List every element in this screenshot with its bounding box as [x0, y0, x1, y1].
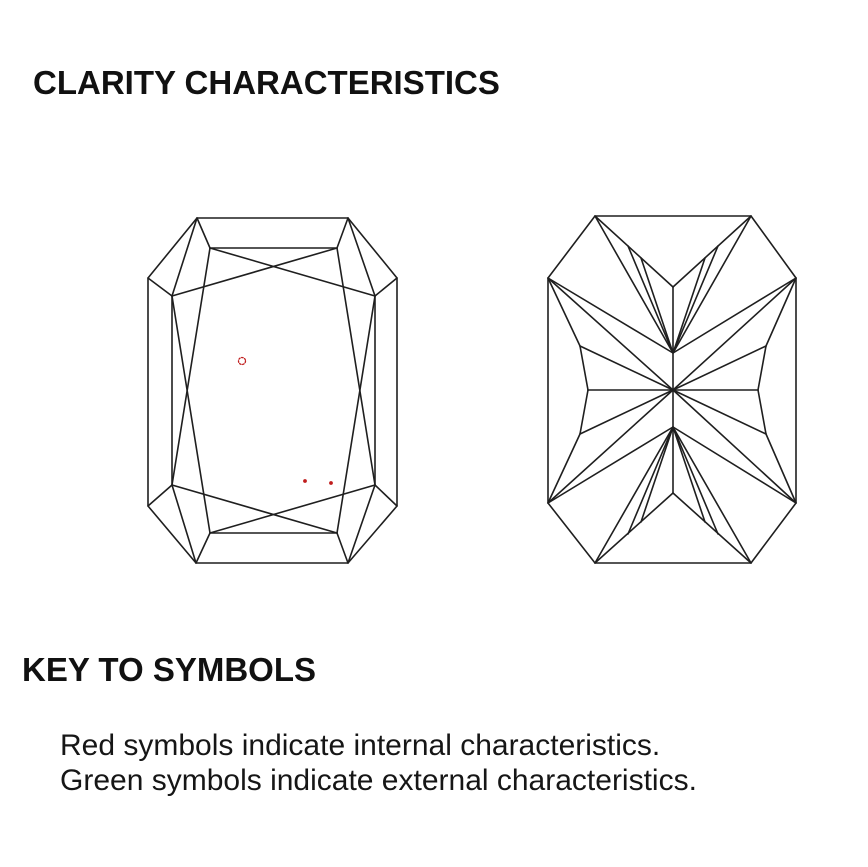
- pavilion-view-diagram-facet-line: [580, 390, 673, 434]
- crown-view-diagram-facet-line: [375, 278, 397, 296]
- page-title: CLARITY CHARACTERISTICS: [33, 64, 500, 101]
- pavilion-view-diagram-facet-line: [766, 434, 796, 503]
- crown-view-diagram-facet-line: [348, 218, 375, 296]
- pavilion-view-diagram-facet-line: [758, 390, 766, 434]
- pavilion-view-diagram-facet-line: [595, 493, 673, 563]
- crown-view-diagram-facet-line: [148, 278, 172, 296]
- key-line-internal: Red symbols indicate internal characteristics.: [60, 729, 661, 762]
- crown-view-diagram-facet-line: [172, 218, 197, 296]
- crown-view-diagram-facet-line: [172, 485, 196, 563]
- crown-view-diagram-facet-line: [210, 248, 375, 296]
- pavilion-view-diagram-facet-line: [548, 390, 673, 503]
- pavilion-view-diagram-facet-line: [673, 427, 751, 563]
- pavilion-view-diagram-facet-line: [673, 390, 796, 503]
- pavilion-view-diagram-facet-line: [766, 278, 796, 346]
- crown-view-diagram-facet-line: [337, 533, 348, 563]
- pavilion-view-diagram-facet-line: [548, 278, 673, 390]
- crown-view-diagram-facet-line: [196, 533, 210, 563]
- pavilion-view-diagram-facet-line: [673, 427, 718, 534]
- pavilion-view-diagram-facet-line: [673, 278, 796, 390]
- crown-view-diagram-facet-line: [197, 218, 210, 248]
- pavilion-view-diagram-facet-line: [758, 346, 766, 390]
- pavilion-view-diagram-facet-line: [595, 216, 673, 353]
- pavilion-view-diagram-facet-line: [673, 216, 751, 287]
- pavilion-view-diagram-facet-line: [580, 390, 588, 434]
- pavilion-view-diagram-facet-line: [673, 278, 796, 353]
- pavilion-view-diagram-facet-line: [548, 427, 673, 503]
- pavilion-view-diagram-facet-line: [673, 390, 766, 434]
- crown-view-diagram-facet-line: [172, 485, 337, 533]
- pavilion-view-diagram-facet-line: [580, 346, 588, 390]
- pavilion-view-diagram-facet-line: [673, 246, 718, 353]
- key-to-symbols-text: [60, 728, 697, 798]
- inclusion-symbol-pinpoint-dot: [329, 481, 333, 485]
- crown-view-diagram: [148, 218, 397, 563]
- crown-view-diagram-facet-line: [337, 218, 348, 248]
- pavilion-view-diagram: [548, 216, 796, 563]
- crown-view-diagram-facet-line: [172, 248, 337, 296]
- pavilion-view-diagram-facet-line: [548, 278, 673, 353]
- key-to-symbols-heading: KEY TO SYMBOLS: [22, 651, 317, 688]
- pavilion-view-diagram-facet-line: [595, 216, 673, 287]
- pavilion-view-diagram-facet-line: [580, 346, 673, 390]
- inclusion-symbol-dashed-circle: [239, 358, 246, 365]
- crown-view-diagram-facet-line: [148, 485, 172, 506]
- pavilion-view-diagram-facet-line: [673, 216, 751, 353]
- pavilion-view-diagram-facet-line: [673, 493, 751, 563]
- crown-view-diagram-facet-line: [172, 296, 210, 533]
- crown-view-diagram-facet-line: [348, 485, 375, 563]
- pavilion-view-diagram-facet-line: [628, 427, 673, 534]
- crown-view-diagram-facet-line: [337, 296, 375, 533]
- pavilion-view-diagram-facet-line: [673, 427, 796, 503]
- pavilion-view-diagram-facet-line: [673, 346, 766, 390]
- crown-view-diagram-facet-line: [172, 248, 210, 485]
- crown-view-diagram-facet-line: [337, 248, 375, 485]
- key-line-external: Green symbols indicate external characteristics.: [60, 764, 697, 797]
- pavilion-view-diagram-facet-line: [595, 427, 673, 563]
- crown-view-diagram-facet-line: [375, 485, 397, 506]
- crown-view-diagram-facet-line: [210, 485, 375, 533]
- inclusion-symbol-pinpoint-dot: [303, 479, 307, 483]
- pavilion-view-diagram-facet-line: [628, 246, 673, 353]
